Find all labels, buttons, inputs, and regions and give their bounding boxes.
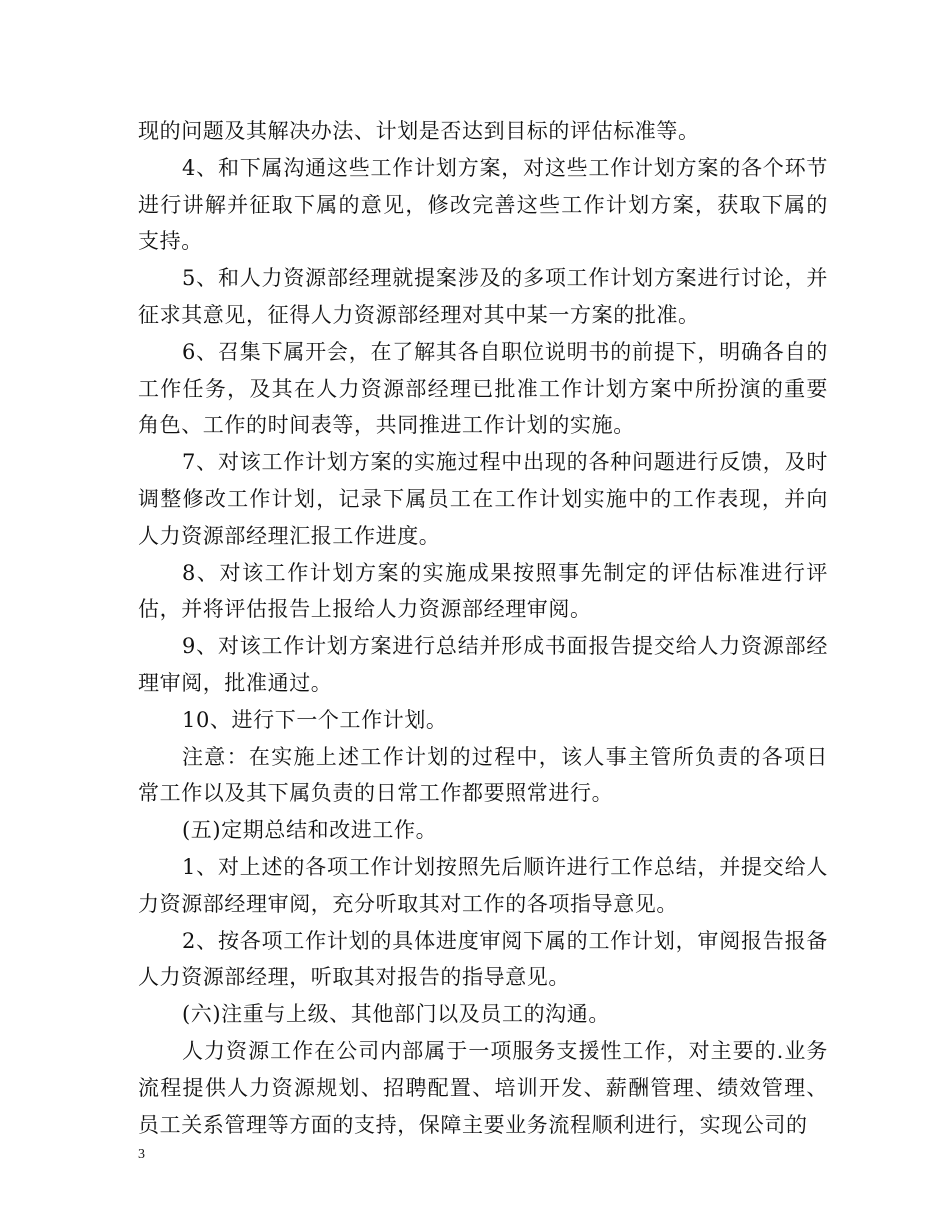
paragraph-5: 7、对该工作计划方案的实施过程中出现的各种问题进行反馈，及时调整修改工作计划，记录下属员工在工作计划实施中的工作表现，并向人力资源部经理汇报工作进度。 xyxy=(138,450,828,548)
paragraph-14: 人力资源工作在公司内部属于一项服务支援性工作，对主要的.业务流程提供人力资源规划、招聘配置、培训开发、薪酬管理、绩效管理、员工关系管理等方面的支持，保障主要业务流程顺利进行，实现公司的 xyxy=(138,1038,828,1137)
document-body xyxy=(138,113,828,1143)
paragraph-12: 2、按各项工作计划的具体进度审阅下属的工作计划，审阅报告报备人力资源部经理，听取其对报告的指导意见。 xyxy=(138,928,828,990)
section-heading-6: (六)注重与上级、其他部门以及员工的沟通。 xyxy=(182,1002,610,1027)
paragraph-11: 1、对上述的各项工作计划按照先后顺许进行工作总结，并提交给人力资源部经理审阅，充分听取其对工作的各项指导意见。 xyxy=(138,854,828,916)
paragraph-9: 注意：在实施上述工作计划的过程中，该人事主管所负责的各项日常工作以及其下属负责的日常工作都要照常进行。 xyxy=(138,744,828,806)
paragraph-7: 9、对该工作计划方案进行总结并形成书面报告提交给人力资源部经理审阅，批准通过。 xyxy=(138,634,828,695)
page-number: 3 xyxy=(138,1147,145,1162)
paragraph-2: 4、和下属沟通这些工作计划方案，对这些工作计划方案的各个环节进行讲解并征取下属的意见，修改完善这些工作计划方案，获取下属的支持。 xyxy=(138,155,828,254)
paragraph-4: 6、召集下属开会，在了解其各自职位说明书的前提下，明确各自的工作任务，及其在人力资源部经理已批准工作计划方案中所扮演的重要角色、工作的时间表等，共同推进工作计划的实施。 xyxy=(138,339,828,438)
paragraph-6: 8、对该工作计划方案的实施成果按照事先制定的评估标准进行评估，并将评估报告上报给人力资源部经理审阅。 xyxy=(138,560,828,622)
paragraph-8: 10、进行下一个工作计划。 xyxy=(182,707,448,732)
paragraph-1: 现的问题及其解决办法、计划是否达到目标的评估标准等。 xyxy=(138,119,700,143)
section-heading-5: (五)定期总结和改进工作。 xyxy=(182,818,438,843)
paragraph-3: 5、和人力资源部经理就提案涉及的多项工作计划方案进行讨论，并征求其意见，征得人力资源部经理对其中某一方案的批准。 xyxy=(138,266,828,327)
